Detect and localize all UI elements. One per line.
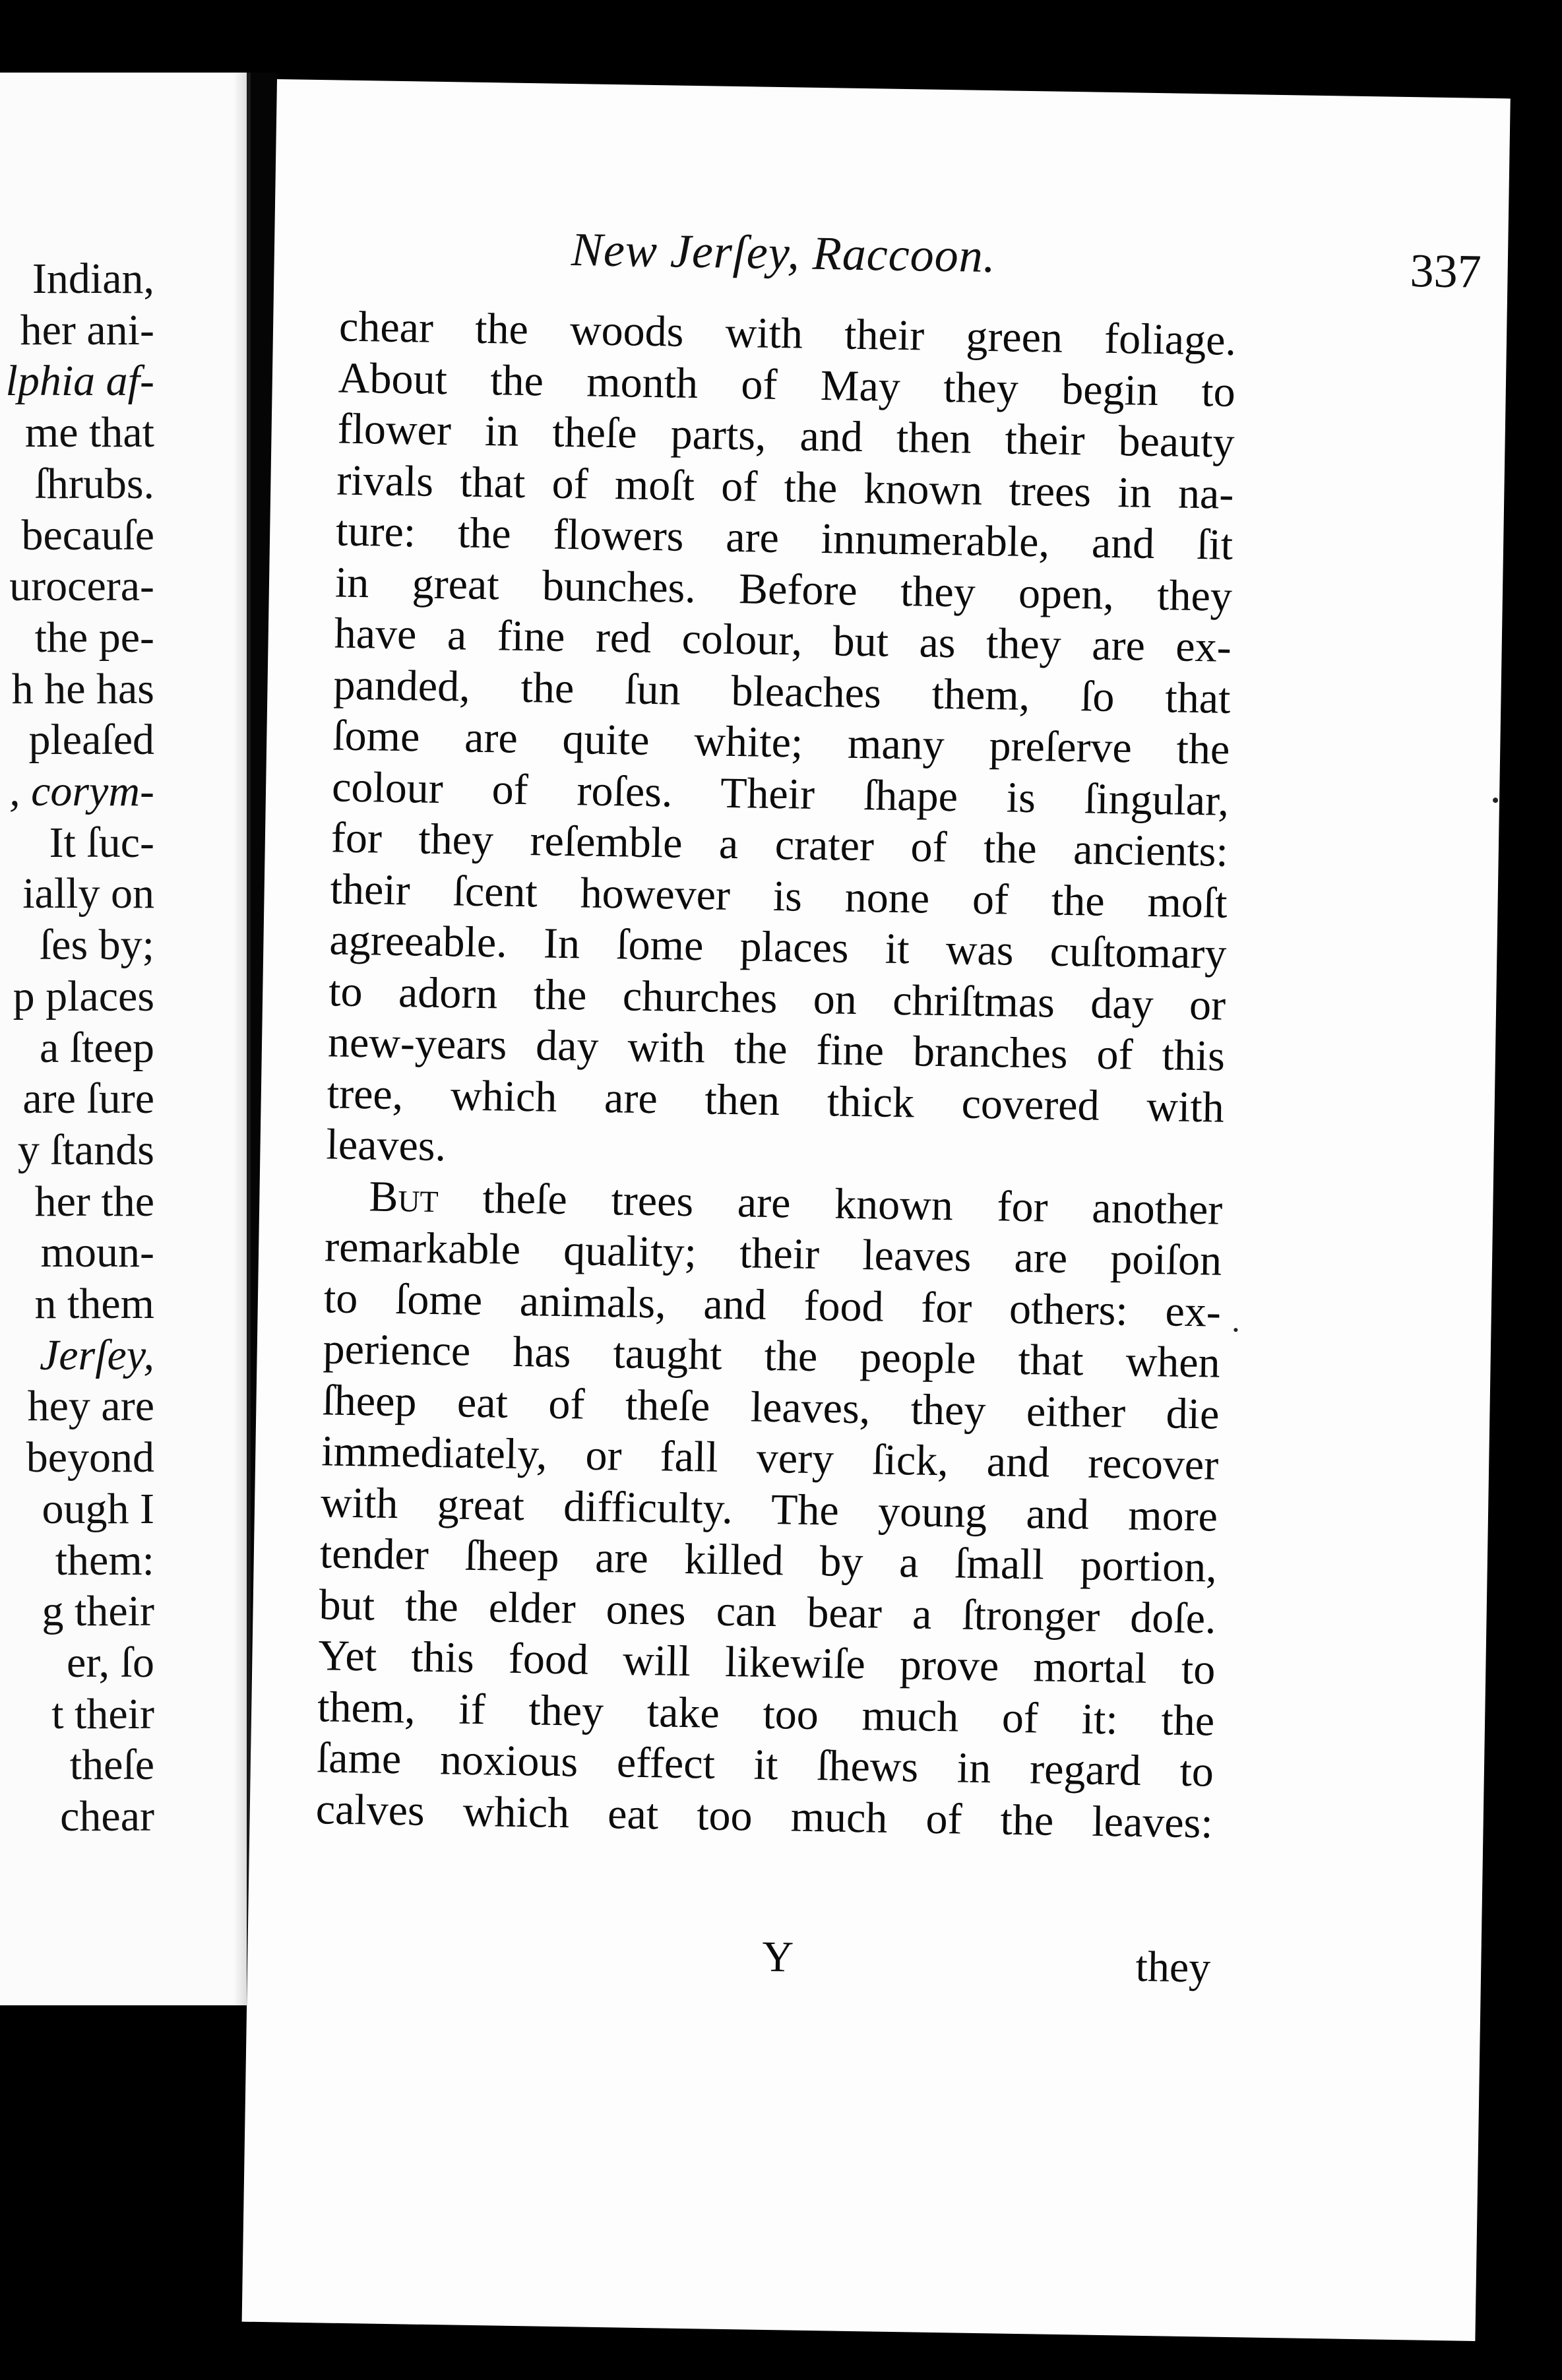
previous-page-line: n them bbox=[34, 1280, 154, 1328]
page-curl-shadow bbox=[234, 73, 247, 2005]
previous-page-fragment bbox=[0, 73, 251, 2005]
text-line: flower in theſe parts, and then their beauty bbox=[337, 404, 1235, 467]
text-line: have a fine red colour, but as they are ex- bbox=[334, 609, 1232, 672]
text-line: panded, the ſun bleaches them, ſo that bbox=[333, 660, 1232, 723]
previous-page-line: pleaſed bbox=[28, 716, 154, 765]
previous-page-line: a ſteep bbox=[39, 1023, 154, 1072]
text-line: with great difficulty. The young and more bbox=[320, 1478, 1218, 1541]
text-line: Yet this food will likewiſe prove mortal to bbox=[317, 1631, 1216, 1694]
text-line: their ſcent however is none of the moſt bbox=[330, 864, 1228, 927]
previous-page-line: me that bbox=[24, 408, 154, 457]
previous-page-line: her ani- bbox=[20, 305, 154, 354]
page-footer bbox=[313, 1925, 1211, 1991]
text-line: chear the woods with their green foliage. bbox=[338, 302, 1237, 365]
previous-page-line: urocera- bbox=[9, 562, 154, 611]
text-line: ſome are quite white; many preſerve the bbox=[332, 711, 1230, 774]
text-line: tender ſheep are killed by a ſmall portion, bbox=[319, 1529, 1218, 1592]
text-line: calves which eat too much of the leaves: bbox=[315, 1784, 1214, 1848]
previous-page-line: lphia af- bbox=[5, 357, 154, 406]
previous-page-line: them: bbox=[55, 1536, 154, 1584]
body-text bbox=[315, 301, 1236, 1849]
page-header bbox=[571, 222, 1509, 316]
previous-page-line: , corym- bbox=[9, 767, 154, 815]
previous-page-line: chear bbox=[60, 1792, 154, 1840]
text-line: colour of roſes. Their ſhape is ſingular, bbox=[331, 762, 1230, 825]
previous-page-line: moun- bbox=[40, 1228, 154, 1277]
text-line: leaves. bbox=[326, 1120, 447, 1171]
text-line: to adorn the churches on chriſtmas day or bbox=[328, 966, 1226, 1030]
previous-page-line: are ſure bbox=[22, 1075, 154, 1123]
paragraph-1 bbox=[326, 301, 1237, 1185]
previous-page-line: beyond bbox=[26, 1433, 154, 1482]
first-line-rest: theſe trees are known for another bbox=[482, 1174, 1223, 1234]
text-line: ſame noxious effect it ſhews in regard to bbox=[316, 1734, 1214, 1796]
text-line: ture: the flowers are innumerable, and ſit bbox=[335, 507, 1234, 569]
previous-page-line: Jerſey, bbox=[39, 1331, 154, 1379]
text-line: perience has taught the people that when bbox=[323, 1325, 1221, 1387]
text-line: immediately, or fall very ſick, and recover bbox=[321, 1427, 1219, 1489]
previous-page-line: ſhrubs. bbox=[34, 459, 154, 508]
previous-page-line: ially on bbox=[22, 869, 154, 918]
ink-speck bbox=[1493, 798, 1498, 803]
text-line: ſheep eat of theſe leaves, they either die bbox=[321, 1375, 1220, 1439]
signature-mark: Y bbox=[761, 1932, 794, 1982]
previous-page-line: theſe bbox=[69, 1741, 154, 1790]
text-line: for they reſemble a crater of the ancients: bbox=[330, 813, 1229, 876]
previous-page-line: er, ſo bbox=[67, 1638, 154, 1687]
catchword: they bbox=[1135, 1942, 1211, 1992]
previous-page-line: ough I bbox=[42, 1484, 154, 1533]
previous-page-line: y ſtands bbox=[17, 1125, 154, 1174]
previous-page-line: becauſe bbox=[21, 511, 154, 559]
text-line: new-years day with the fine branches of this bbox=[327, 1018, 1226, 1080]
text-line: them, if they take too much of it: the bbox=[317, 1682, 1215, 1745]
previous-page-line: g their bbox=[42, 1587, 154, 1636]
text-line: rivals that of moſt of the known trees in na- bbox=[336, 456, 1234, 518]
drop-initial: But bbox=[368, 1172, 439, 1222]
running-head: New Jerſey, Raccoon. bbox=[571, 223, 997, 283]
text-line: in great bunches. Before they open, they bbox=[334, 557, 1233, 621]
previous-page-line: t their bbox=[51, 1689, 154, 1738]
ink-speck bbox=[1234, 1328, 1237, 1332]
text-line: tree, which are then thick covered with bbox=[327, 1069, 1225, 1132]
previous-page-line: her the bbox=[34, 1177, 154, 1226]
text-line: remarkable quality; their leaves are poiſon bbox=[324, 1222, 1222, 1285]
previous-page-line: ſes by; bbox=[39, 921, 154, 970]
previous-page-line: p places bbox=[13, 972, 154, 1020]
previous-page-line: h he has bbox=[11, 664, 154, 713]
text-line: agreeable. In ſome places it was cuſtomary bbox=[328, 916, 1227, 978]
previous-page-line: Indian, bbox=[32, 255, 154, 303]
previous-page-line: It ſuc- bbox=[49, 818, 154, 867]
previous-page-line: the pe- bbox=[34, 613, 154, 662]
text-line: About the month of May they begin to bbox=[338, 354, 1236, 416]
page-337 bbox=[242, 79, 1511, 2341]
page-number: 337 bbox=[1410, 244, 1482, 298]
text-line: to ſome animals, and food for others: ex- bbox=[323, 1273, 1222, 1336]
paragraph-2 bbox=[315, 1170, 1223, 1849]
text-line: but the elder ones can bear a ſtronger doſe. bbox=[319, 1580, 1217, 1643]
previous-page-line: hey are bbox=[27, 1382, 154, 1431]
